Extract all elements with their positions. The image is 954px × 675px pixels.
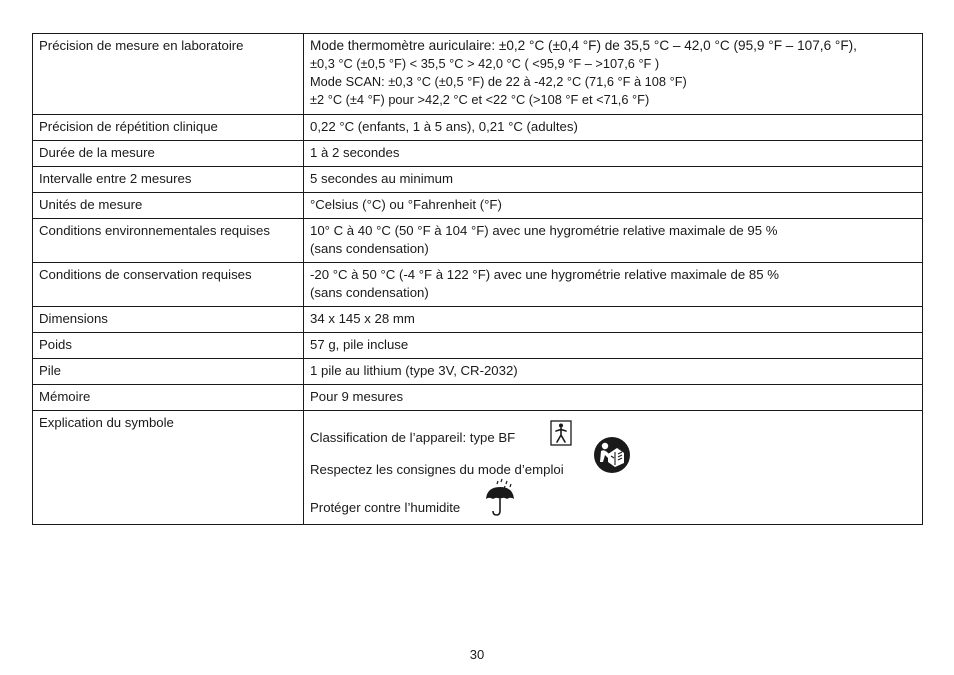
read-instructions-icon — [593, 436, 631, 474]
keep-dry-umbrella-icon — [482, 477, 518, 517]
row-value — [304, 34, 923, 115]
row-label: Précision de mesure en laboratoire — [33, 34, 304, 115]
table-row-symbols — [33, 411, 923, 525]
value-line: Mode thermomètre auriculaire: ±0,2 °C (±0,4 °F) de 35,5 °C – 42,0 °C (95,9 °F – 107,6 °F), — [310, 38, 857, 53]
value-line: 34 x 145 x 28 mm — [310, 311, 415, 326]
row-label: Dimensions — [33, 307, 304, 333]
specifications-body — [33, 34, 923, 525]
specifications-table — [32, 33, 923, 525]
value-line: 10° C à 40 °C (50 °F à 104 °F) avec une hygrométrie relative maximale de 95 % — [310, 223, 778, 238]
value-line: Mode SCAN: ±0,3 °C (±0,5 °F) de 22 à -42,2 °C (71,6 °F à 108 °F) — [310, 74, 687, 89]
row-label: Conditions de conservation requises — [33, 263, 304, 307]
table-row — [33, 307, 923, 333]
value-line: 5 secondes au minimum — [310, 171, 453, 186]
table-row — [33, 385, 923, 411]
row-label: Durée de la mesure — [33, 141, 304, 167]
row-value — [304, 193, 923, 219]
table-row — [33, 34, 923, 115]
value-line: Pour 9 mesures — [310, 389, 404, 404]
value-line: 0,22 °C (enfants, 1 à 5 ans), 0,21 °C (adultes) — [310, 119, 578, 134]
symbols-cell — [304, 411, 923, 525]
row-value — [304, 307, 923, 333]
value-line: -20 °C à 50 °C (-4 °F à 122 °F) avec une hygrométrie relative maximale de 85 % — [310, 267, 779, 282]
row-value — [304, 141, 923, 167]
row-value — [304, 359, 923, 385]
row-label: Précision de répétition clinique — [33, 115, 304, 141]
type-bf-text: Classification de l’appareil: type BF — [310, 430, 516, 445]
value-line: °Celsius (°C) ou °Fahrenheit (°F) — [310, 197, 502, 212]
table-row — [33, 115, 923, 141]
row-value — [304, 333, 923, 359]
row-label: Poids — [33, 333, 304, 359]
table-row — [33, 167, 923, 193]
table-row — [33, 193, 923, 219]
row-label: Unités de mesure — [33, 193, 304, 219]
value-line: ±0,3 °C (±0,5 °F) < 35,5 °C > 42,0 °C ( <95,9 °F – >107,6 °F ) — [310, 56, 660, 71]
value-line: ±2 °C (±4 °F) pour >42,2 °C et <22 °C (>108 °F et <71,6 °F) — [310, 92, 650, 107]
row-value — [304, 263, 923, 307]
row-value — [304, 115, 923, 141]
row-label: Mémoire — [33, 385, 304, 411]
table-row — [33, 333, 923, 359]
table-row — [33, 359, 923, 385]
page-number: 30 — [469, 647, 485, 662]
instructions-text: Respectez les consignes du mode d’emploi — [310, 462, 564, 477]
row-label: Intervalle entre 2 mesures — [33, 167, 304, 193]
row-value — [304, 167, 923, 193]
type-bf-person-icon — [550, 420, 572, 446]
row-value — [304, 385, 923, 411]
row-label: Explication du symbole — [33, 411, 304, 525]
row-label: Conditions environnementales requises — [33, 219, 304, 263]
value-line: 57 g, pile incluse — [310, 337, 409, 352]
table-row — [33, 263, 923, 307]
table-row — [33, 141, 923, 167]
value-line: (sans condensation) — [310, 285, 429, 300]
row-value — [304, 219, 923, 263]
value-line: (sans condensation) — [310, 241, 429, 256]
table-row — [33, 219, 923, 263]
symbols-area — [310, 414, 916, 520]
value-line: 1 à 2 secondes — [310, 145, 400, 160]
row-label: Pile — [33, 359, 304, 385]
value-line: 1 pile au lithium (type 3V, CR-2032) — [310, 363, 518, 378]
humidity-text: Protéger contre l’humidite — [310, 500, 461, 515]
